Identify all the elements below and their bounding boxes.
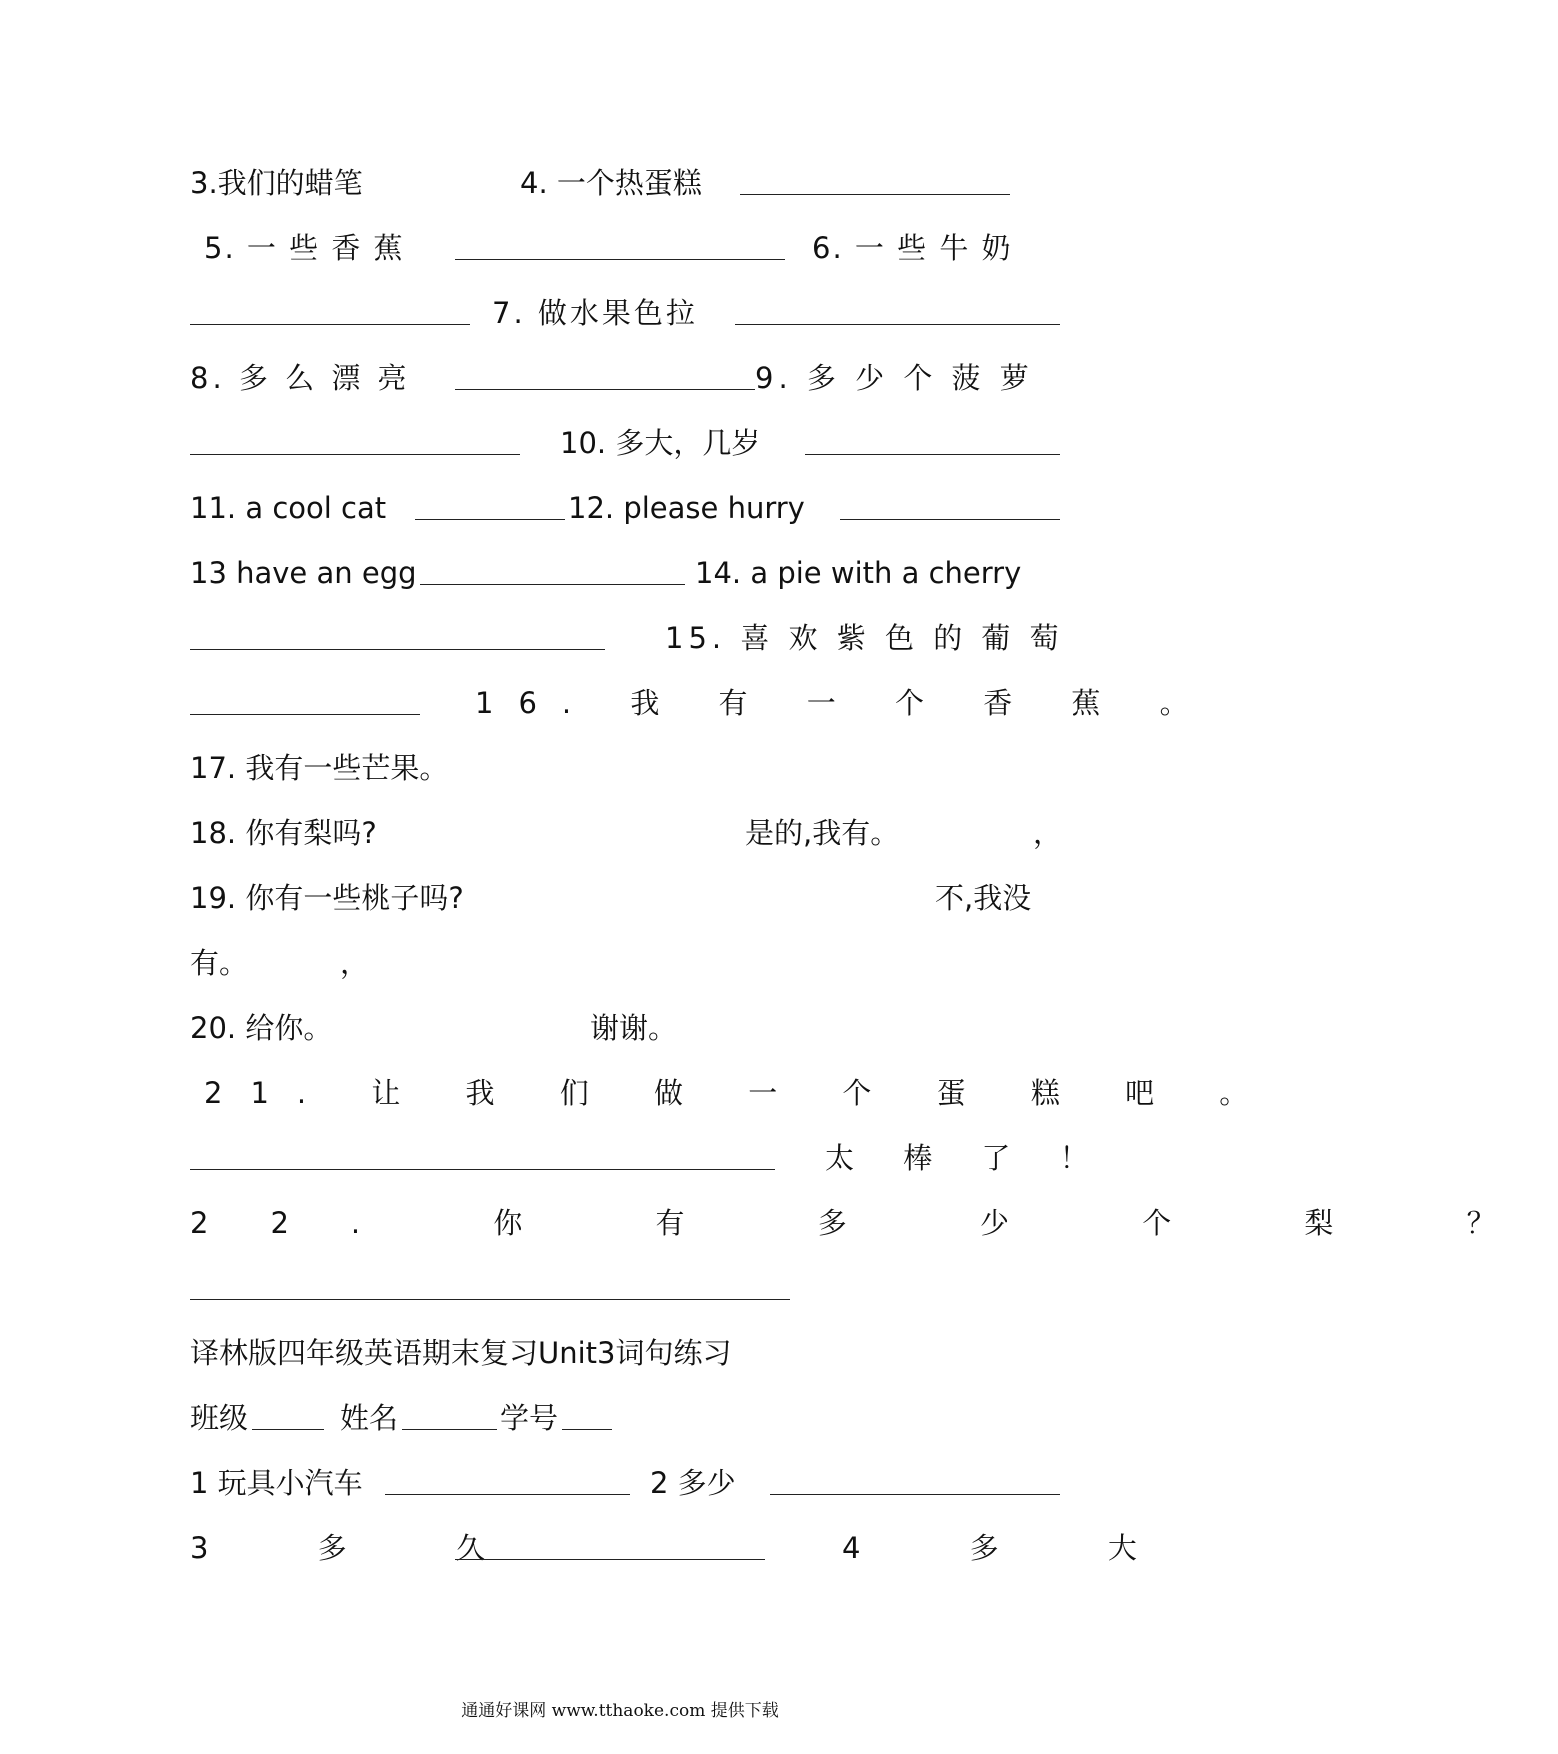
student-id-blank[interactable] xyxy=(562,1429,612,1430)
item3-answer-blank[interactable] xyxy=(455,1559,765,1560)
row-q22-answer xyxy=(190,1263,1060,1313)
q11-answer-blank[interactable] xyxy=(415,519,565,520)
row-q16 xyxy=(190,678,1214,728)
q9-answer-blank[interactable] xyxy=(190,454,520,455)
q21-answer-text: 太 棒 了 ！ xyxy=(825,1141,1109,1175)
name-label: 姓名 xyxy=(340,1401,399,1435)
q14-answer-blank[interactable] xyxy=(190,649,605,650)
class-label: 班级 xyxy=(190,1401,249,1435)
item1-text: 1 玩具小汽车 xyxy=(190,1466,363,1500)
q19-text: 19. 你有一些桃子吗? xyxy=(190,881,464,915)
q6-text: 6. 一 些 牛 奶 xyxy=(812,231,1013,265)
row-q22 xyxy=(190,1198,1558,1248)
row-q19-continued xyxy=(190,938,1060,988)
q14-text: 14. a pie with a cherry xyxy=(695,556,1022,590)
q8-text: 8. 多 么 漂 亮 xyxy=(190,361,411,395)
q18-text: 18. 你有梨吗? xyxy=(190,816,377,850)
q20-text: 20. 给你。 xyxy=(190,1011,333,1045)
q19-answer-text-a: 不,我没 xyxy=(935,881,1032,915)
q13-text: 13 have an egg xyxy=(190,556,417,590)
section-title-row xyxy=(190,1328,1060,1378)
row-q8-q9 xyxy=(190,353,1060,403)
row-q21 xyxy=(190,1068,1277,1118)
item3-text: 3 多 久 xyxy=(190,1531,535,1565)
q12-text: 12. please hurry xyxy=(568,491,805,525)
q17-text: 17. 我有一些芒果。 xyxy=(190,751,449,785)
q15-answer-blank[interactable] xyxy=(190,714,420,715)
q6-answer-blank[interactable] xyxy=(190,324,470,325)
row-q10 xyxy=(190,418,1060,468)
q18-answer-text: 是的,我有。 xyxy=(745,816,900,850)
q18-comma: ， xyxy=(1033,816,1063,850)
row-item3-item4 xyxy=(190,1523,1187,1573)
q7-answer-blank[interactable] xyxy=(735,324,1060,325)
q22-text: 22. 你 有 多 少 个 梨 ？ xyxy=(190,1206,1558,1240)
class-blank[interactable] xyxy=(252,1429,324,1430)
student-info-row xyxy=(190,1393,1060,1443)
row-q20 xyxy=(190,1003,1060,1053)
row-q13-q14 xyxy=(190,548,1060,598)
page-footer: 通通好课网 www.tthaoke.com 提供下载 xyxy=(461,1701,779,1721)
row-q21-answer xyxy=(190,1133,1109,1183)
item2-answer-blank[interactable] xyxy=(770,1494,1060,1495)
q4-answer-blank[interactable] xyxy=(740,194,1010,195)
name-blank[interactable] xyxy=(402,1429,497,1430)
q16-text: 16. 我 有 一 个 香 蕉 。 xyxy=(475,686,1214,720)
q9-text: 9. 多 少 个 菠 萝 xyxy=(755,361,1034,395)
row-q18 xyxy=(190,808,1063,858)
q5-answer-blank[interactable] xyxy=(455,259,785,260)
row-q7 xyxy=(190,288,1060,338)
q3-text: 3.我们的蜡笔 xyxy=(190,166,363,200)
q21-text: 21. 让 我 们 做 一 个 蛋 糕 吧 。 xyxy=(204,1076,1277,1110)
row-q17 xyxy=(190,743,1060,793)
q20-answer-text: 谢谢。 xyxy=(590,1011,678,1045)
row-q19 xyxy=(190,873,1060,923)
q19-comma: ， xyxy=(340,946,370,980)
q11-text: 11. a cool cat xyxy=(190,491,387,525)
row-q15 xyxy=(190,613,1064,663)
q5-text: 5. 一 些 香 蕉 xyxy=(204,231,405,265)
q8-answer-blank[interactable] xyxy=(455,389,755,390)
item4-text: 4 多 大 xyxy=(842,1531,1187,1565)
item1-answer-blank[interactable] xyxy=(385,1494,630,1495)
section-title: 译林版四年级英语期末复习Unit3词句练习 xyxy=(190,1336,732,1370)
q12-answer-blank[interactable] xyxy=(840,519,1060,520)
row-q11-q12 xyxy=(190,483,1060,533)
q15-text: 15. 喜 欢 紫 色 的 葡 萄 xyxy=(665,621,1064,655)
q10-text: 10. 多大，几岁 xyxy=(560,426,761,460)
row-q5-q6 xyxy=(190,223,1060,273)
student-id-label: 学号 xyxy=(500,1401,559,1435)
q4-text: 4. 一个热蛋糕 xyxy=(520,166,702,200)
item2-text: 2 多少 xyxy=(650,1466,736,1500)
row-item1-item2 xyxy=(190,1458,1060,1508)
q7-text: 7. 做水果色拉 xyxy=(492,296,698,330)
q19-answer-text-b: 有。 xyxy=(190,946,249,980)
q22-answer-blank[interactable] xyxy=(190,1299,790,1300)
q13-answer-blank[interactable] xyxy=(420,584,685,585)
q10-answer-blank[interactable] xyxy=(805,454,1060,455)
q21-answer-blank[interactable] xyxy=(190,1169,775,1170)
row-q3-q4 xyxy=(190,158,1060,208)
